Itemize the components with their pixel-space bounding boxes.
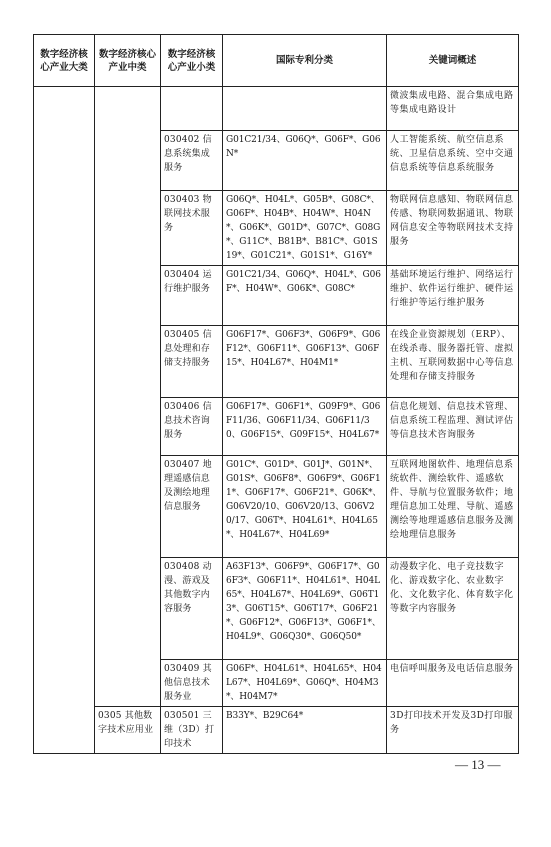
ipc-cell bbox=[223, 87, 387, 131]
sub-category-cell: 030408 动漫、游戏及其他数字内容服务 bbox=[161, 558, 223, 660]
ipc-cell: G06F*、H04L61*、H04L65*、H04L67*、H04L69*、G06Q*、H04M3*、H04M7* bbox=[223, 660, 387, 707]
header-major-category: 数字经济核心产业大类 bbox=[34, 35, 95, 87]
sub-category-cell: 030404 运行维护服务 bbox=[161, 266, 223, 326]
middle-category-cell: 0305 其他数字技术应用业 bbox=[95, 707, 161, 754]
sub-category-cell bbox=[161, 87, 223, 131]
keywords-cell: 在线企业资源规划（ERP）、在线杀毒、服务器托管、虚拟主机、互联网数据中心等信息处理和存储支持服务 bbox=[387, 326, 519, 398]
keywords-cell: 信息化规划、信息技术管理、信息系统工程监理、测试评估等信息技术咨询服务 bbox=[387, 398, 519, 456]
keywords-cell: 微波集成电路、混合集成电路等集成电路设计 bbox=[387, 87, 519, 131]
major-category-cell bbox=[34, 87, 95, 754]
sub-category-cell: 030405 信息处理和存储支持服务 bbox=[161, 326, 223, 398]
table-row bbox=[34, 707, 519, 754]
sub-category-cell: 030406 信息技术咨询服务 bbox=[161, 398, 223, 456]
keywords-cell: 基础环境运行维护、网络运行维护、软件运行维护、硬件运行维护等运行维护服务 bbox=[387, 266, 519, 326]
sub-category-cell: 030402 信息系统集成服务 bbox=[161, 131, 223, 191]
ipc-cell: B33Y*、B29C64* bbox=[223, 707, 387, 754]
keywords-cell: 动漫数字化、电子竞技数字化、游戏数字化、农业数字化、文化数字化、体育数字化等数字内容服务 bbox=[387, 558, 519, 660]
middle-category-cell bbox=[95, 87, 161, 707]
ipc-cell: G06Q*、H04L*、G05B*、G08C*、G06F*、H04B*、H04W*、H04N*、G06K*、G01D*、G07C*、G08G*、G11C*、B81B*、B81C*、G01S19*、G01C21*、G01S1*、G16Y* bbox=[223, 191, 387, 266]
keywords-cell: 互联网地图软件、地理信息系统软件、测绘软件、遥感软件、导航与位置服务软件；地理信息加工处理、导航、遥感测绘等地理遥感信息服务及测绘地理信息服务 bbox=[387, 456, 519, 558]
table-header-row bbox=[34, 35, 519, 87]
ipc-cell: G01C21/34、G06Q*、G06F*、G06N* bbox=[223, 131, 387, 191]
sub-category-cell: 030501 三维（3D）打印技术 bbox=[161, 707, 223, 754]
ipc-cell: G01C21/34、G06Q*、H04L*、G06F*、H04W*、G06K*、G08C* bbox=[223, 266, 387, 326]
ipc-cell: G06F17*、G06F1*、G09F9*、G06F11/36、G06F11/34、G06F11/30、G06F15*、G09F15*、H04L67* bbox=[223, 398, 387, 456]
sub-category-cell: 030409 其他信息技术服务业 bbox=[161, 660, 223, 707]
keywords-cell: 3D打印技术开发及3D打印服务 bbox=[387, 707, 519, 754]
header-ipc: 国际专利分类 bbox=[223, 35, 387, 87]
keywords-cell: 电信呼叫服务及电话信息服务 bbox=[387, 660, 519, 707]
table-row bbox=[34, 87, 519, 131]
keywords-cell: 人工智能系统、航空信息系统、卫星信息系统、空中交通信息系统等信息系统服务 bbox=[387, 131, 519, 191]
header-sub-category: 数字经济核心产业小类 bbox=[161, 35, 223, 87]
ipc-cell: G01C*、G01D*、G01J*、G01N*、G01S*、G06F8*、G06F9*、G06F11*、G06F17*、G06F21*、G06K*、G06V20/10、G06V20/13、G06V20/17、G06T*、H04L61*、H04L65*、H04L67*、H04L69* bbox=[223, 456, 387, 558]
header-keywords: 关键词概述 bbox=[387, 35, 519, 87]
patent-classification-table bbox=[33, 34, 519, 754]
sub-category-cell: 030407 地理遥感信息及测绘地理信息服务 bbox=[161, 456, 223, 558]
sub-category-cell: 030403 物联网技术服务 bbox=[161, 191, 223, 266]
ipc-cell: G06F17*、G06F3*、G06F9*、G06F12*、G06F11*、G06F13*、G06F15*、H04L67*、H04M1* bbox=[223, 326, 387, 398]
ipc-cell: A63F13*、G06F9*、G06F17*、G06F3*、G06F11*、H04L61*、H04L65*、H04L67*、H04L69*、G06T13*、G06T15*、G06T17*、G06F21*、G06F12*、G06F13*、G06F1*、H04L9*、G06Q30*、G06Q50* bbox=[223, 558, 387, 660]
page-number: — 13 — bbox=[455, 757, 501, 772]
header-middle-category: 数字经济核心产业中类 bbox=[95, 35, 161, 87]
keywords-cell: 物联网信息感知、物联网信息传感、物联网数据通讯、物联网信息安全等物联网技术支持服务 bbox=[387, 191, 519, 266]
